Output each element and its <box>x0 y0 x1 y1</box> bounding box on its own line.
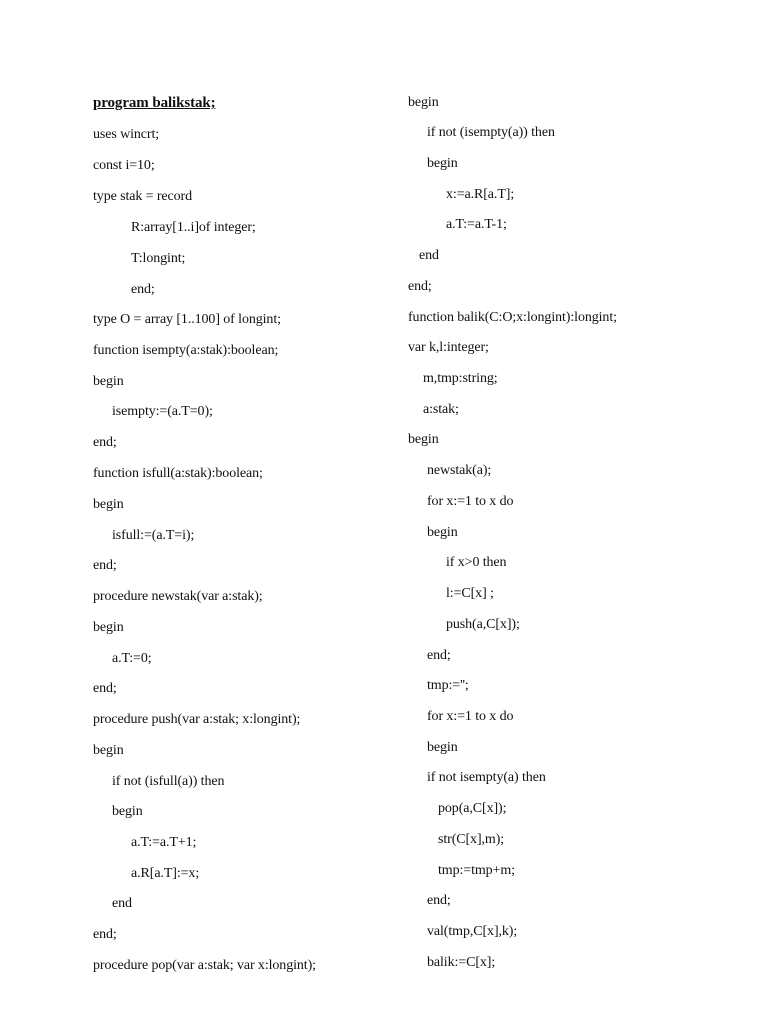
code-line: const i=10; <box>93 158 155 173</box>
code-line: end; <box>131 282 155 297</box>
code-line: begin <box>93 620 124 635</box>
code-line: newstak(a); <box>427 463 492 478</box>
code-line: end; <box>93 927 117 942</box>
code-line: begin <box>93 374 124 389</box>
code-line: a.R[a.T]:=x; <box>131 866 200 881</box>
code-line: x:=a.R[a.T]; <box>446 187 515 202</box>
code-line: a.T:=0; <box>112 651 152 666</box>
code-line: str(C[x],m); <box>438 832 505 847</box>
code-line: a.T:=a.T+1; <box>131 835 197 850</box>
code-line: R:array[1..i]of integer; <box>131 220 256 235</box>
code-line: val(tmp,C[x],k); <box>427 924 518 939</box>
code-line: begin <box>427 156 458 171</box>
code-line: pop(a,C[x]); <box>438 801 507 816</box>
code-line: function isempty(a:stak):boolean; <box>93 343 279 358</box>
code-line: begin <box>112 804 143 819</box>
code-line: for x:=1 to x do <box>427 709 514 724</box>
code-line: tmp:=''; <box>427 678 469 693</box>
code-line: balik:=C[x]; <box>427 955 496 970</box>
code-line: begin <box>427 740 458 755</box>
code-line: isempty:=(a.T=0); <box>112 404 213 419</box>
code-line: procedure push(var a:stak; x:longint); <box>93 712 301 727</box>
code-line: T:longint; <box>131 251 186 266</box>
code-line: begin <box>93 743 124 758</box>
code-line: var k,l:integer; <box>408 340 489 355</box>
code-line: begin <box>93 497 124 512</box>
code-line: for x:=1 to x do <box>427 494 514 509</box>
code-line: uses wincrt; <box>93 127 160 142</box>
code-line: if not isempty(a) then <box>427 770 546 785</box>
code-line: end <box>112 896 132 911</box>
code-line: type stak = record <box>93 189 193 204</box>
code-line: if x>0 then <box>446 555 507 570</box>
code-line: end; <box>427 648 451 663</box>
code-line: if not (isfull(a)) then <box>112 774 225 789</box>
code-line: if not (isempty(a)) then <box>427 125 555 140</box>
code-line: end <box>419 248 439 263</box>
code-line: type O = array [1..100] of longint; <box>93 312 281 327</box>
code-line: end; <box>408 279 432 294</box>
code-line: function isfull(a:stak):boolean; <box>93 466 263 481</box>
code-line: end; <box>93 558 117 573</box>
code-line: l:=C[x] ; <box>446 586 494 601</box>
code-line: push(a,C[x]); <box>446 617 520 632</box>
code-line: end; <box>427 893 451 908</box>
code-line: begin <box>408 432 439 447</box>
code-line: begin <box>408 95 439 110</box>
code-line: procedure newstak(var a:stak); <box>93 589 263 604</box>
code-line: a:stak; <box>423 402 459 417</box>
code-line: tmp:=tmp+m; <box>438 863 515 878</box>
code-line: end; <box>93 681 117 696</box>
code-line: procedure pop(var a:stak; var x:longint); <box>93 958 316 973</box>
code-line: function balik(C:O;x:longint):longint; <box>408 310 617 325</box>
code-line: begin <box>427 525 458 540</box>
code-line: m,tmp:string; <box>423 371 498 386</box>
code-line: end; <box>93 435 117 450</box>
code-line: a.T:=a.T-1; <box>446 217 507 232</box>
code-line: isfull:=(a.T=i); <box>112 528 195 543</box>
program-title: program balikstak; <box>93 95 216 111</box>
